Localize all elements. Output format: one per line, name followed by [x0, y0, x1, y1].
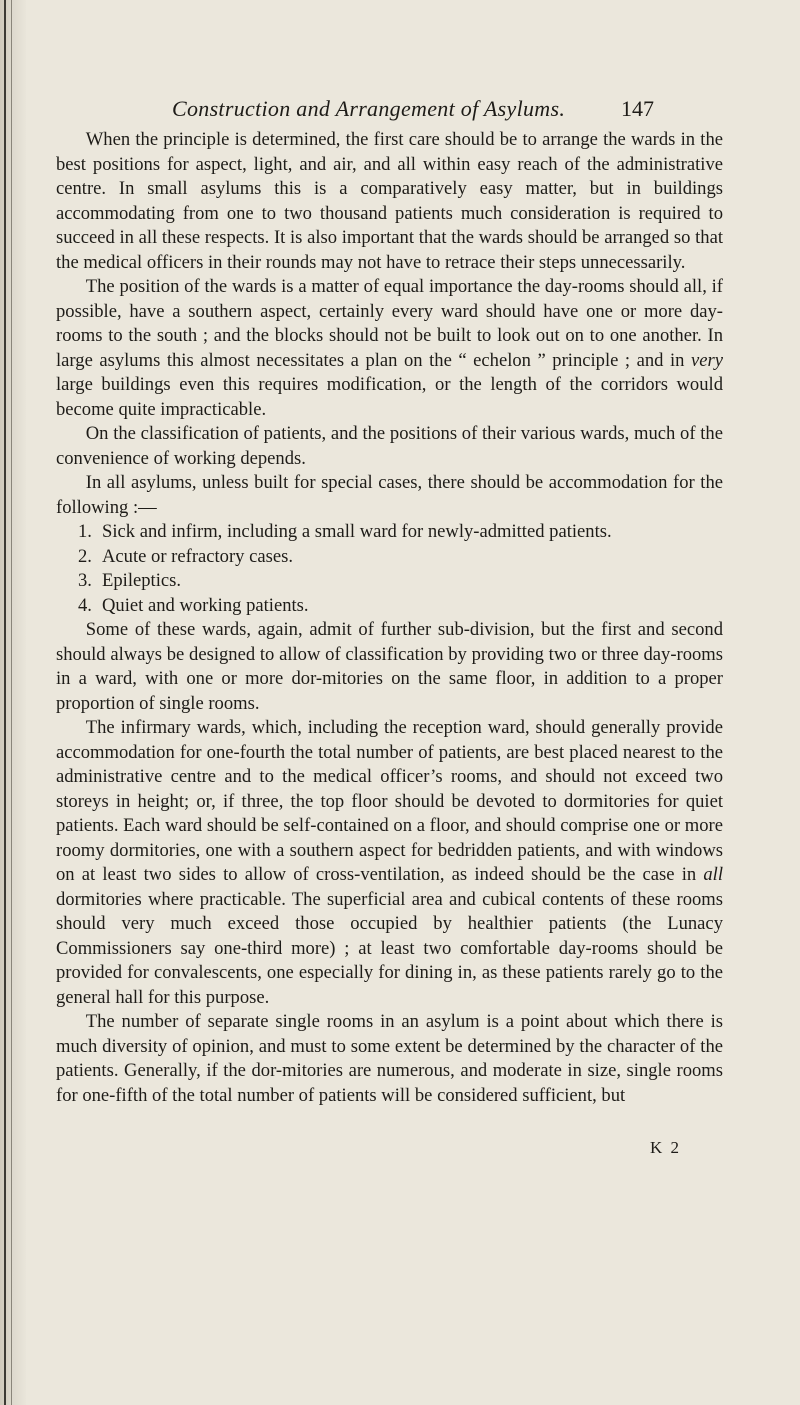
paragraph-2-emphasis: very — [691, 349, 723, 371]
list-number: 3. — [78, 570, 92, 591]
paragraph-6 — [56, 716, 723, 1010]
running-title: Construction and Arrangement of Asylums. — [172, 96, 566, 121]
body-text — [56, 128, 723, 1108]
page-number: 147 — [621, 96, 654, 121]
paragraph-2 — [56, 275, 723, 422]
list-number: 4. — [78, 594, 92, 616]
list-item — [56, 520, 723, 545]
paragraph-3: On the classification of patients, and the positions of their various wards, much of the convenience of working depends. — [56, 423, 723, 469]
paragraph-2-text-a: The position of the wards is a matter of equal importance the day-rooms should all, if possible, have a southern aspect, certainly every ward should have one or more day-rooms to the south ; and the blocks should not be built to look out on to one another. In large asylums this almost necessitates a plan on the “ echelon ” principle ; and in — [56, 276, 723, 371]
list-number: 1. — [78, 521, 92, 542]
paragraph-1: When the principle is determined, the first care should be to arrange the wards in the best positions for aspect, light, and air, and all within easy reach of the administrative centre. In small asylums this is a comparatively easy matter, but in buildings accommodating from one to two thousand patients much consideration is required to succeed in all these respects. It is also important that the wards should be arranged so that the medical officers in their rounds may not have to retrace their steps unnecessarily. — [56, 129, 723, 273]
paragraph-6-emphasis: all — [703, 864, 723, 885]
list-number: 2. — [78, 545, 92, 567]
list-item — [56, 569, 723, 594]
paragraph-4: In all asylums, unless built for special cases, there should be accommodation for the following :— — [56, 472, 723, 518]
list-item — [56, 594, 723, 619]
signature-mark: K 2 — [650, 1138, 682, 1157]
paragraph-5: Some of these wards, again, admit of further sub-division, but the first and second should always be designed to allow of classification by providing two or three day-rooms in a ward, with one or more dor-mitories on the same floor, in addition to a proper proportion of single rooms. — [56, 619, 723, 714]
list-text: Sick and infirm, including a small ward for newly-admitted patients. — [102, 521, 612, 542]
list-text: Acute or refractory cases. — [102, 545, 293, 567]
list-text: Epileptics. — [102, 570, 182, 591]
list-item — [56, 545, 723, 570]
paragraph-2-text-b: large buildings even this requires modification, or the length of the corridors would become quite impracticable. — [56, 374, 723, 420]
paragraph-6-text-b: dormitories where practicable. The superficial area and cubical contents of these rooms should very much exceed those occupied by healthier patients (the Lunacy Commissioners say one-third more) ; at least two comfortable day-rooms should be provided for convalescents, one especially for dining in, as these patients rarely go to the general hall for this purpose. — [56, 888, 723, 1008]
paragraph-6-text-a: The infirmary wards, which, including the reception ward, should generally provide accommodation for one-fourth the total number of patients, are best placed nearest to the administrative centre and to the medical officer’s rooms, and should not exceed two storeys in height; or, if three, the top floor should be devoted to dormitories for quiet patients. Each ward should be self-contained on a floor, and should comprise one or more roomy dormitories, one with a southern aspect for bedridden patients, and with windows on at least two sides to allow of cross-ventilation, as indeed should be the case in — [56, 717, 723, 885]
paragraph-7: The number of separate single rooms in an asylum is a point about which there is much diversity of opinion, and must to some extent be determined by the character of the patients. Generally, if the dor-mitories are numerous, and moderate in size, single rooms for one-fifth of the total number of patients will be considered sufficient, but — [56, 1011, 723, 1106]
running-head — [172, 96, 654, 126]
list-text: Quiet and working patients. — [102, 594, 309, 616]
